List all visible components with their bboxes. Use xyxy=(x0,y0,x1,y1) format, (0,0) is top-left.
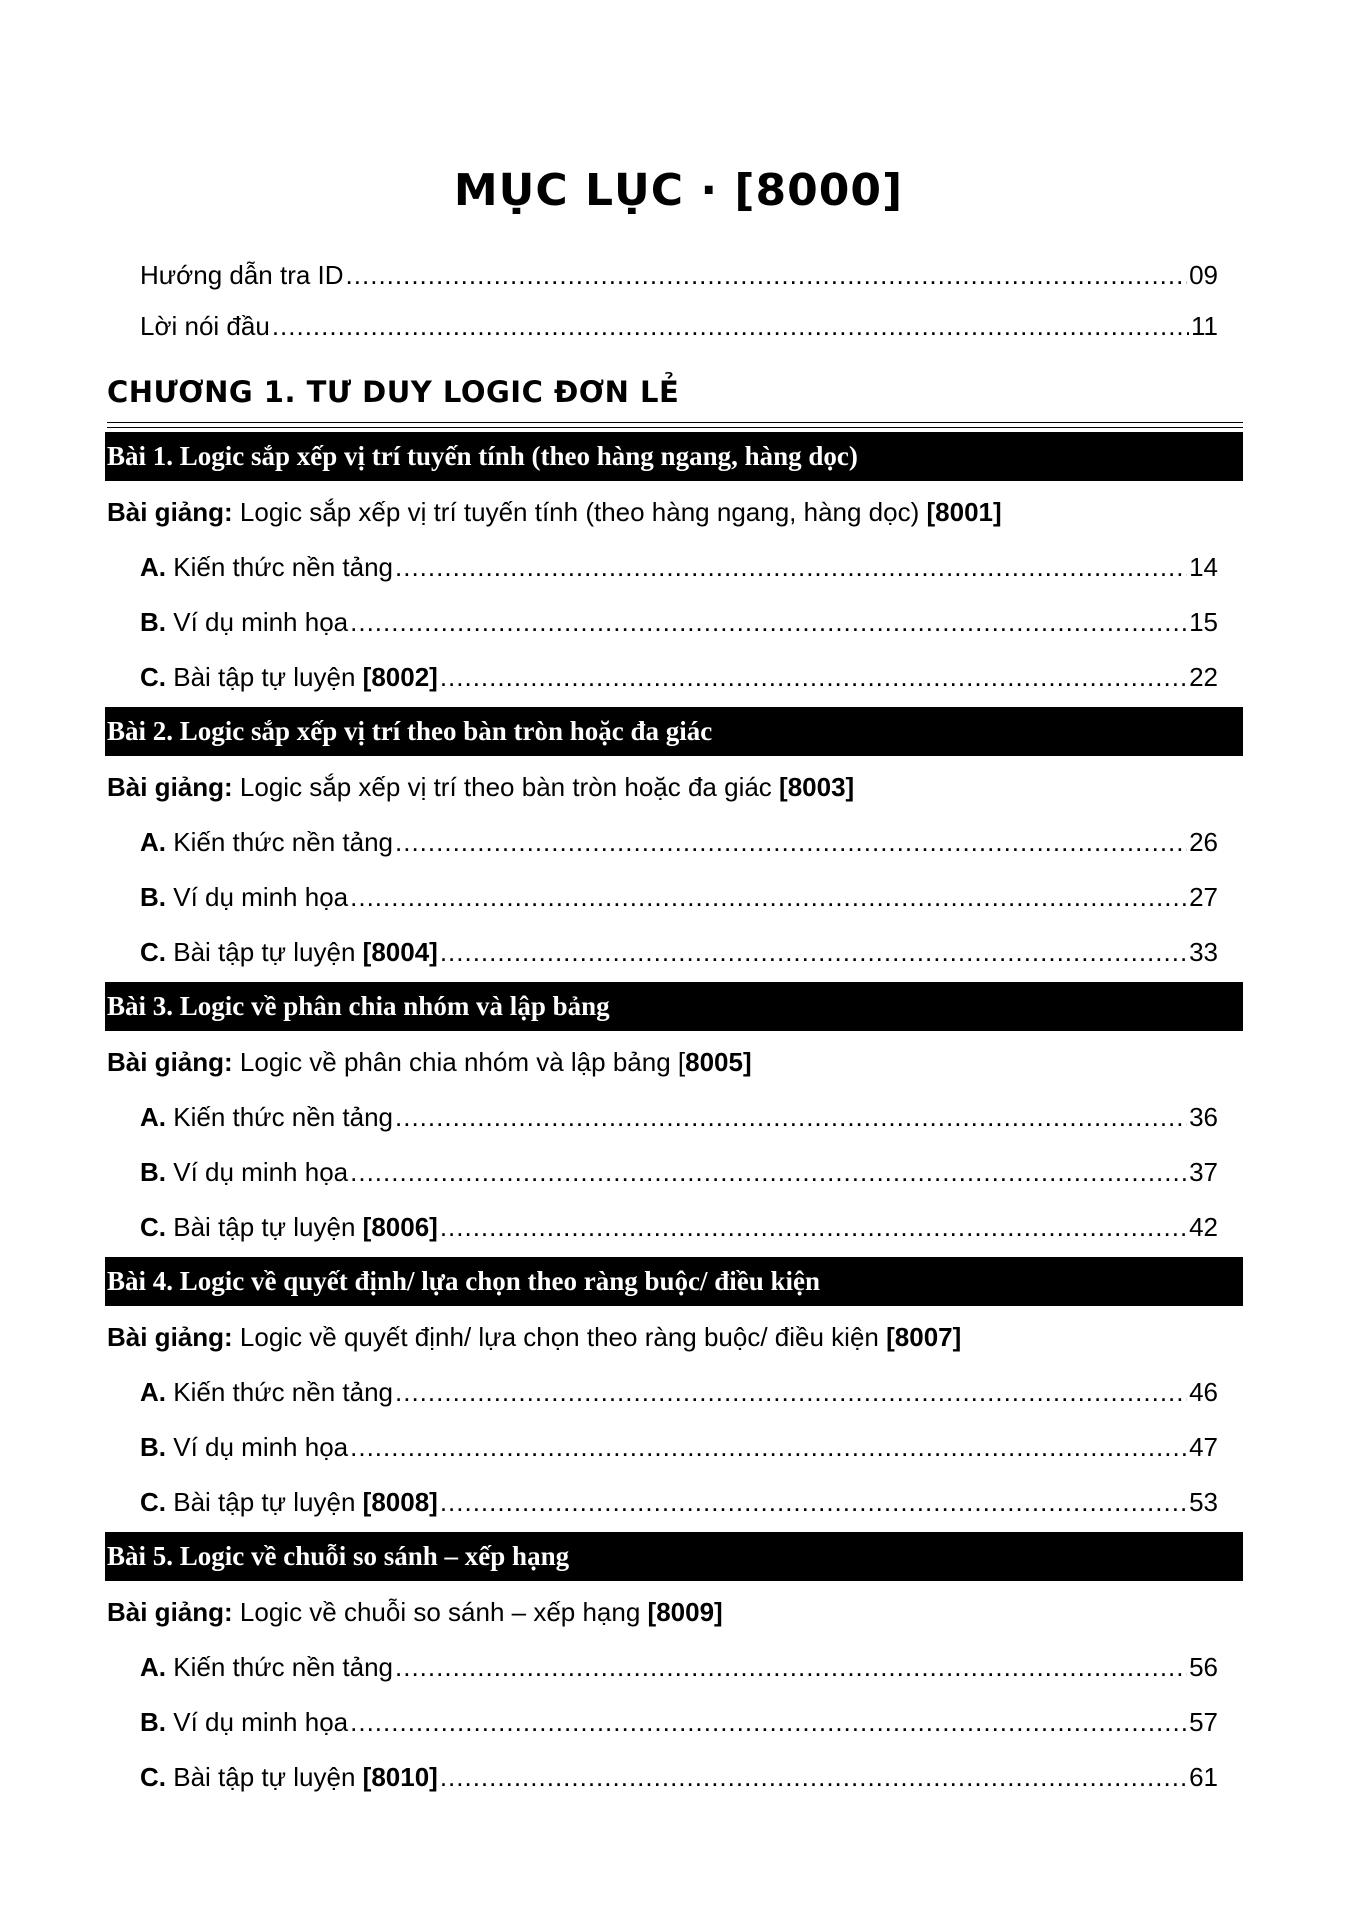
toc-entry[interactable] xyxy=(140,550,1218,584)
lecture-title: Logic sắp xếp vị trí tuyến tính (theo hàng ngang, hàng dọc) xyxy=(239,497,920,527)
toc-page-number: 33 xyxy=(1189,937,1218,967)
lecture-prefix: Bài giảng: xyxy=(107,772,233,802)
toc-entry-label: Bài tập tự luyện xyxy=(173,1487,356,1517)
chapter-heading: CHƯƠNG 1. TƯ DUY LOGIC ĐƠN LẺ xyxy=(107,375,680,409)
toc-page-number: 56 xyxy=(1189,1652,1218,1682)
toc-page-number: 14 xyxy=(1189,552,1218,582)
toc-entry-label: Ví dụ minh họa xyxy=(173,1707,349,1737)
lecture-title: Logic sắp xếp vị trí theo bàn tròn hoặc đa giác xyxy=(239,772,772,802)
toc-page-number: 11 xyxy=(1191,311,1218,341)
toc-entry-label: Kiến thức nền tảng xyxy=(173,552,394,582)
toc-entry-label: Bài tập tự luyện xyxy=(173,937,356,967)
dot-leader xyxy=(350,1155,1187,1189)
toc-entry[interactable] xyxy=(140,825,1218,859)
entry-letter: A. xyxy=(140,552,166,582)
dot-leader xyxy=(440,935,1187,969)
entry-letter: C. xyxy=(140,662,166,692)
entry-letter: B. xyxy=(140,1707,166,1737)
dot-leader xyxy=(440,1210,1187,1244)
toc-entry-label: Ví dụ minh họa xyxy=(173,1157,349,1187)
dot-leader xyxy=(440,660,1187,694)
entry-letter: A. xyxy=(140,1652,166,1682)
lecture-id: [8001] xyxy=(926,497,1002,527)
toc-entry-label: Kiến thức nền tảng xyxy=(173,1377,394,1407)
toc-entry[interactable] xyxy=(140,1430,1218,1464)
lecture-id: [8007] xyxy=(886,1322,962,1352)
dot-leader xyxy=(350,880,1187,914)
toc-page-number: 57 xyxy=(1189,1707,1218,1737)
lecture-entry[interactable] xyxy=(107,1045,752,1079)
dot-leader xyxy=(440,1760,1187,1794)
entry-id: [8004] xyxy=(362,937,438,967)
dot-leader xyxy=(346,258,1188,292)
entry-letter: A. xyxy=(140,1102,166,1132)
toc-page-number: 46 xyxy=(1189,1377,1218,1407)
toc-entry[interactable] xyxy=(140,1650,1218,1684)
lesson-heading-bar[interactable]: Bài 5. Logic về chuỗi so sánh – xếp hạng xyxy=(105,1532,1243,1581)
toc-page-number: 09 xyxy=(1189,260,1218,290)
dot-leader xyxy=(350,1705,1187,1739)
dot-leader xyxy=(350,605,1187,639)
toc-page-number: 22 xyxy=(1189,662,1218,692)
entry-letter: C. xyxy=(140,937,166,967)
toc-page-number: 26 xyxy=(1189,827,1218,857)
toc-entry[interactable] xyxy=(140,1155,1218,1189)
entry-letter: B. xyxy=(140,1432,166,1462)
toc-page-number: 36 xyxy=(1189,1102,1218,1132)
toc-entry[interactable] xyxy=(140,935,1218,969)
toc-entry-label: Kiến thức nền tảng xyxy=(173,1652,394,1682)
toc-entry-label: Ví dụ minh họa xyxy=(173,607,349,637)
toc-entry[interactable] xyxy=(140,1760,1218,1794)
lesson-heading-bar[interactable]: Bài 3. Logic về phân chia nhóm và lập bảng xyxy=(105,982,1243,1031)
toc-page-number: 27 xyxy=(1189,882,1218,912)
toc-entry-front-guide[interactable] xyxy=(140,258,1218,292)
lecture-entry[interactable] xyxy=(107,1595,723,1629)
entry-letter: B. xyxy=(140,607,166,637)
dot-leader xyxy=(395,1650,1187,1684)
lecture-title: Logic về phân chia nhóm và lập bảng [ xyxy=(239,1047,686,1077)
toc-page-number: 37 xyxy=(1189,1157,1218,1187)
entry-letter: C. xyxy=(140,1212,166,1242)
dot-leader xyxy=(395,550,1187,584)
lecture-prefix: Bài giảng: xyxy=(107,1597,233,1627)
lesson-heading-bar[interactable]: Bài 2. Logic sắp xếp vị trí theo bàn tròn hoặc đa giác xyxy=(105,707,1243,756)
lecture-id: [8009] xyxy=(647,1597,723,1627)
lecture-entry[interactable] xyxy=(107,495,1002,529)
toc-entry[interactable] xyxy=(140,1485,1218,1519)
toc-entry[interactable] xyxy=(140,605,1218,639)
lecture-id: [8003] xyxy=(779,772,855,802)
dot-leader xyxy=(395,1375,1187,1409)
entry-letter: A. xyxy=(140,1377,166,1407)
lecture-entry[interactable] xyxy=(107,1320,961,1354)
lecture-entry[interactable] xyxy=(107,770,854,804)
dot-leader xyxy=(440,1485,1187,1519)
entry-letter: C. xyxy=(140,1762,166,1792)
lesson-heading-bar[interactable]: Bài 1. Logic sắp xếp vị trí tuyến tính (theo hàng ngang, hàng dọc) xyxy=(105,432,1243,481)
toc-entry-label: Bài tập tự luyện xyxy=(173,1762,356,1792)
page-title: MỤC LỤC · [8000] xyxy=(453,165,904,216)
toc-entry-label: Ví dụ minh họa xyxy=(173,882,349,912)
toc-entry[interactable] xyxy=(140,880,1218,914)
toc-page-number: 53 xyxy=(1189,1487,1218,1517)
toc-entry[interactable] xyxy=(140,1100,1218,1134)
toc-entry-label: Kiến thức nền tảng xyxy=(173,1102,394,1132)
entry-id: [8002] xyxy=(362,662,438,692)
entry-id: [8010] xyxy=(362,1762,438,1792)
lecture-id: 8005] xyxy=(685,1047,752,1077)
toc-entry[interactable] xyxy=(140,1210,1218,1244)
toc-page-number: 61 xyxy=(1189,1762,1218,1792)
toc-page-number: 47 xyxy=(1189,1432,1218,1462)
toc-entry[interactable] xyxy=(140,1705,1218,1739)
toc-entry-front-preface[interactable] xyxy=(140,309,1218,343)
dot-leader xyxy=(272,309,1189,343)
lesson-heading-bar[interactable]: Bài 4. Logic về quyết định/ lựa chọn theo ràng buộc/ điều kiện xyxy=(105,1257,1243,1306)
lecture-title: Logic về chuỗi so sánh – xếp hạng xyxy=(239,1597,641,1627)
toc-entry-label: Hướng dẫn tra ID xyxy=(140,260,344,290)
chapter-divider xyxy=(107,427,1243,428)
entry-letter: A. xyxy=(140,827,166,857)
entry-id: [8006] xyxy=(362,1212,438,1242)
dot-leader xyxy=(395,1100,1187,1134)
dot-leader xyxy=(395,825,1187,859)
lecture-prefix: Bài giảng: xyxy=(107,1322,233,1352)
toc-entry-label: Lời nói đầu xyxy=(140,311,270,341)
entry-letter: C. xyxy=(140,1487,166,1517)
lecture-title: Logic về quyết định/ lựa chọn theo ràng buộc/ điều kiện xyxy=(239,1322,879,1352)
toc-page-number: 15 xyxy=(1189,607,1218,637)
entry-letter: B. xyxy=(140,882,166,912)
toc-entry-label: Bài tập tự luyện xyxy=(173,662,356,692)
entry-letter: B. xyxy=(140,1157,166,1187)
toc-entry-label: Bài tập tự luyện xyxy=(173,1212,356,1242)
dot-leader xyxy=(350,1430,1187,1464)
entry-id: [8008] xyxy=(362,1487,438,1517)
toc-page-number: 42 xyxy=(1189,1212,1218,1242)
toc-entry-label: Ví dụ minh họa xyxy=(173,1432,349,1462)
toc-entry[interactable] xyxy=(140,1375,1218,1409)
toc-entry[interactable] xyxy=(140,660,1218,694)
chapter-divider xyxy=(107,422,1243,423)
lecture-prefix: Bài giảng: xyxy=(107,1047,233,1077)
lecture-prefix: Bài giảng: xyxy=(107,497,233,527)
toc-entry-label: Kiến thức nền tảng xyxy=(173,827,394,857)
